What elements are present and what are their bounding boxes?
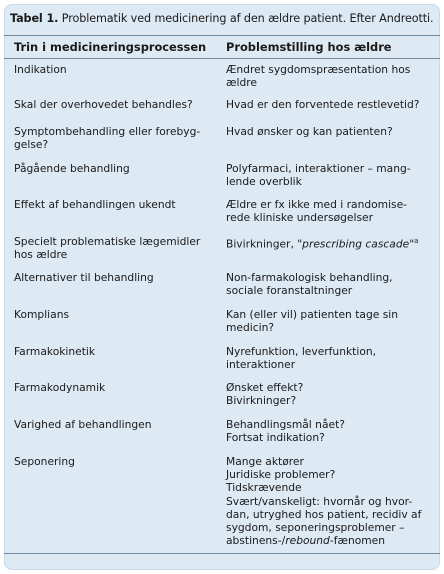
- step-cell: Specielt problematiske lægemidler hos ældre: [14, 235, 201, 262]
- issue-cell: Ønsket effekt? Bivirkninger?: [226, 381, 304, 408]
- issue-cell: Hvad er den forventede restlevetid?: [226, 98, 420, 111]
- step-cell: Varighed af behandlingen: [14, 418, 152, 431]
- step-cell: Skal der overhovedet behandles?: [14, 98, 193, 111]
- issue-cell: Ændret sygdomspræsentation hos ældre: [226, 63, 411, 90]
- column-header-issue: Problemstilling hos ældre: [226, 40, 392, 54]
- prescribing-cascade-term: "prescribing cascade": [297, 237, 415, 251]
- footnote-mark: a: [414, 237, 419, 245]
- step-cell: Symptombehandling eller forebyg- gelse?: [14, 125, 201, 152]
- issue-cell: Nyrefunktion, leverfunktion, interaktioner: [226, 345, 377, 372]
- step-cell: Effekt af behandlingen ukendt: [14, 198, 176, 211]
- step-cell: Farmakodynamik: [14, 381, 106, 394]
- issue-cell: Bivirkninger, "prescribing cascade"$^a$: [226, 237, 419, 251]
- column-header-step: Trin i medicineringsprocessen: [14, 40, 207, 54]
- step-cell: Komplians: [14, 308, 70, 321]
- issue-cell: Mange aktører Juridiske problemer? Tidskrævende Svært/vanskeligt: hvornår og hvor- dan, utryghed hos patient, recidiv af sygdom, seponeringsproblemer – abstinens-/rebound-fænomen: [226, 455, 422, 548]
- issue-cell: Kan (eller vil) patienten tage sin medicin?: [226, 308, 399, 335]
- issue-cell: Ældre er fx ikke med i randomise- rede kliniske undersøgelser: [226, 198, 408, 225]
- issue-cell: Behandlingsmål nået? Fortsat indikation?: [226, 418, 345, 445]
- issue-cell: Polyfarmaci, interaktioner – mang- lende overblik: [226, 162, 411, 189]
- step-cell: Alternativer til behandling: [14, 271, 154, 284]
- caption-text: Problematik ved medicinering af den ældre patient. Efter Andreotti.: [58, 12, 434, 25]
- caption-label: Tabel 1.: [10, 12, 59, 25]
- issue-cell: Hvad ønsker og kan patienten?: [226, 125, 393, 138]
- table-bottom-rule: [4, 553, 440, 554]
- issue-cell: Non-farmakologisk behandling, sociale foranstaltninger: [226, 271, 393, 298]
- table-header: [4, 35, 440, 59]
- rebound-term: rebound: [285, 534, 330, 548]
- step-cell: Seponering: [14, 455, 75, 468]
- step-cell: Pågående behandling: [14, 162, 130, 175]
- step-cell: Indikation: [14, 63, 67, 76]
- step-cell: Farmakokinetik: [14, 345, 96, 358]
- table-caption: [10, 12, 434, 26]
